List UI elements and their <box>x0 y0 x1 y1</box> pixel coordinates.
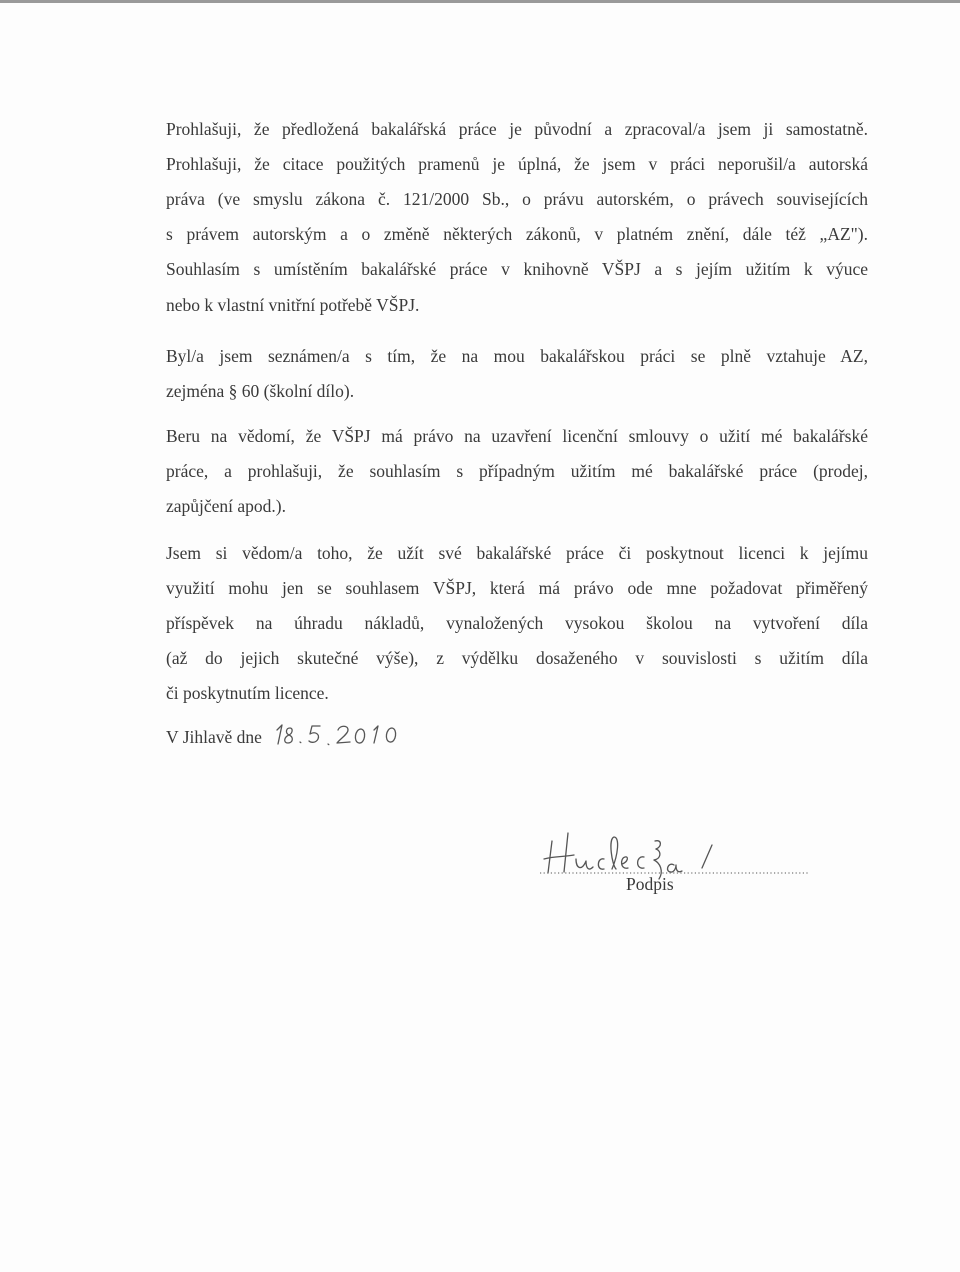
declaration-line: využití mohu jen se souhlasem VŠPJ, která má právo ode mne požadovat přiměřený <box>166 578 868 598</box>
declaration-line: či poskytnutím licence. <box>166 683 329 703</box>
declaration-line: nebo k vlastní vnitřní potřebě VŠPJ. <box>166 295 420 315</box>
declaration-line: práce, a prohlašuji, že souhlasím s případným užitím mé bakalářské práce (prodej, <box>166 461 868 481</box>
declaration-line: Jsem si vědom/a toho, že užít své bakalářské práce či poskytnout licenci k jejímu <box>166 543 868 563</box>
declaration-line: Beru na vědomí, že VŠPJ má právo na uzavření licenční smlouvy o užití mé bakalářské <box>166 426 868 446</box>
declaration-line: zejména § 60 (školní dílo). <box>166 381 355 401</box>
declaration-line: Byl/a jsem seznámen/a s tím, že na mou bakalářskou práci se plně vztahuje AZ, <box>166 346 868 366</box>
declaration-line: Prohlašuji, že předložená bakalářská práce je původní a zpracoval/a jsem ji samostatně. <box>166 119 868 139</box>
handwritten-date <box>268 708 438 756</box>
declaration-line: příspěvek na úhradu nákladů, vynaložených vysokou školou na vytvoření díla <box>166 613 868 633</box>
declaration-line: zapůjčení apod.). <box>166 496 287 516</box>
declaration-line: s právem autorským a o změně některých zákonů, v platném znění, dále též „AZ"). <box>166 224 868 244</box>
declaration-line: (až do jejich skutečné výše), z výdělku dosaženého v souvislosti s užitím díla <box>166 648 868 668</box>
signature <box>540 815 820 895</box>
declaration-line: Souhlasím s umístěním bakalářské práce v knihovně VŠPJ a s jejím užitím k výuce <box>166 259 868 279</box>
date-label: V Jihlavě dne <box>166 727 262 747</box>
declaration-line: Prohlašuji, že citace použitých pramenů je úplná, že jsem v práci neporušil/a autorská <box>166 154 868 174</box>
signature-caption: Podpis <box>626 874 674 894</box>
declaration-line: práva (ve smyslu zákona č. 121/2000 Sb., o právu autorském, o právech souvisejících <box>166 189 868 209</box>
scan-edge <box>0 0 960 3</box>
